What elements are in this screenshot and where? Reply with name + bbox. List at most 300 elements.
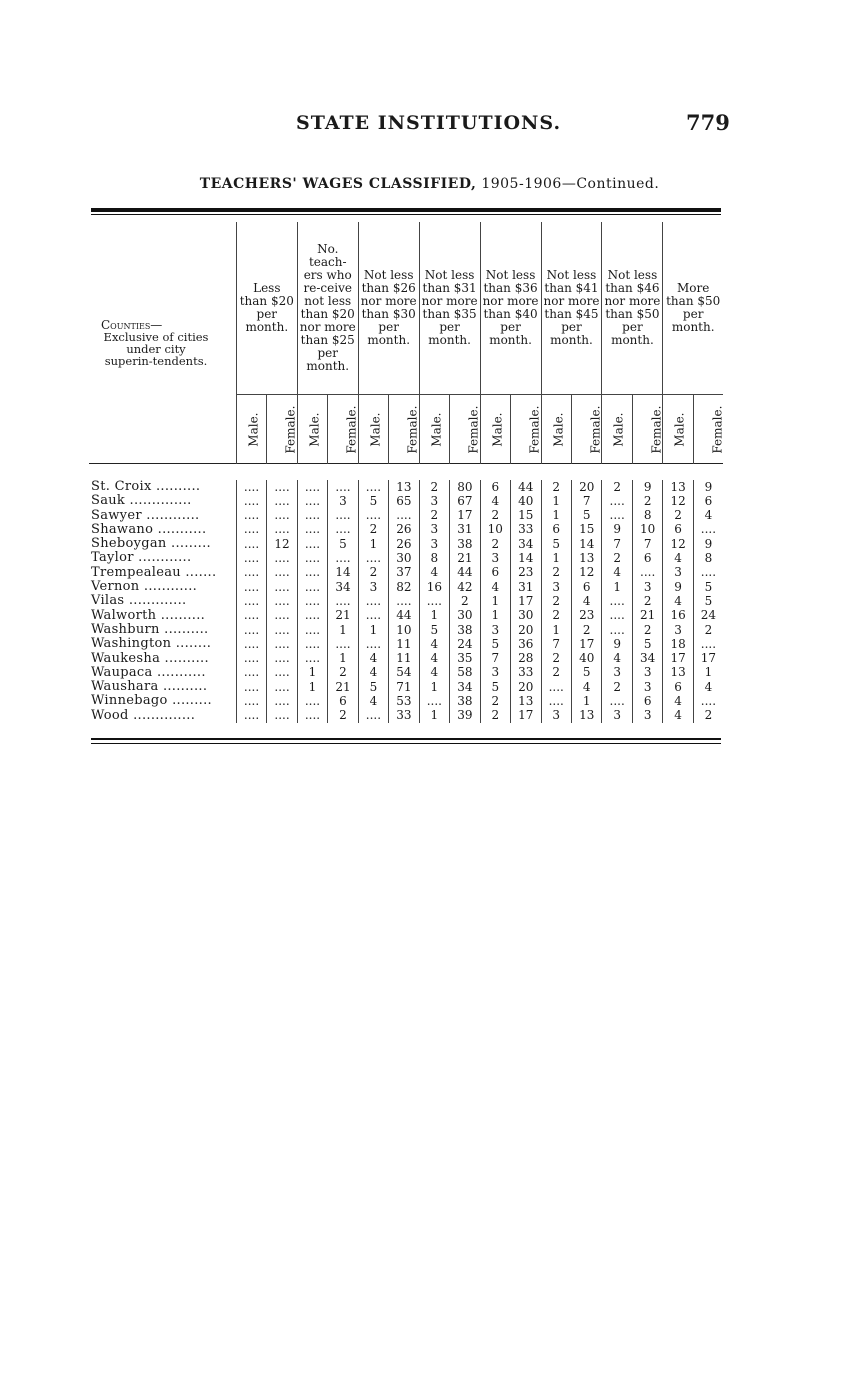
county-name: St. Croix .......... <box>91 480 201 494</box>
table-row <box>89 694 723 708</box>
county-name: Taylor ............ <box>91 551 192 566</box>
table-cell: 16 <box>419 580 449 594</box>
table-cell: 33 <box>389 709 419 723</box>
table-cell: 9 <box>693 480 723 494</box>
table-cell: 42 <box>450 580 480 594</box>
county-name: Sheboygan ......... <box>91 537 211 552</box>
county-name: Washburn .......... <box>91 622 209 637</box>
table-cell: 3 <box>663 566 693 580</box>
table-cell: 2 <box>358 523 388 537</box>
table-cell: .... <box>236 523 266 537</box>
table-cell: 1 <box>419 709 449 723</box>
table-cell: 4 <box>571 680 601 694</box>
table-cell: 18 <box>663 637 693 651</box>
table-cell: 5 <box>541 537 571 551</box>
county-name: Sawyer ............ <box>91 508 200 523</box>
table-cell: 5 <box>419 623 449 637</box>
table-cell: 3 <box>419 537 449 551</box>
table-cell: 23 <box>571 609 601 623</box>
female-label: Female. <box>710 405 725 454</box>
table-cell: 30 <box>450 609 480 623</box>
table-cell: 7 <box>632 537 662 551</box>
table-cell: .... <box>541 680 571 694</box>
table-cell: 4 <box>358 694 388 708</box>
page-header <box>0 108 859 140</box>
table-cell: 2 <box>358 566 388 580</box>
table-cell: 30 <box>511 609 541 623</box>
table-cell: .... <box>297 480 327 494</box>
group-header: Not less than $31 nor more than $35 per month. <box>419 222 480 395</box>
county-header-title: Counties— <box>101 317 163 332</box>
county-name: Walworth .......... <box>91 608 206 623</box>
table-cell: 44 <box>511 480 541 494</box>
male-column-header <box>480 395 510 464</box>
male-label: Male. <box>246 412 261 447</box>
table-cell: 7 <box>480 652 510 666</box>
table-cell: .... <box>297 623 327 637</box>
table-cell: 38 <box>450 694 480 708</box>
table-cell: .... <box>236 609 266 623</box>
female-column-header <box>693 395 723 464</box>
county-name: Shawano ........... <box>91 522 207 537</box>
table-row <box>89 480 723 494</box>
table-cell: 65 <box>389 494 419 508</box>
table-cell: 13 <box>511 694 541 708</box>
table-cell: 4 <box>693 680 723 694</box>
table-cell: 3 <box>480 623 510 637</box>
table-cell: 40 <box>511 494 541 508</box>
table-cell: 5 <box>693 594 723 608</box>
table-cell: 2 <box>602 480 632 494</box>
table-cell: 5 <box>358 494 388 508</box>
male-column-header <box>602 395 632 464</box>
table-cell: 5 <box>571 666 601 680</box>
table-cell: 10 <box>632 523 662 537</box>
female-label: Female. <box>405 405 420 454</box>
table-cell: .... <box>297 494 327 508</box>
table-cell: 3 <box>541 709 571 723</box>
table-cell: 4 <box>602 566 632 580</box>
table-cell: 7 <box>541 637 571 651</box>
female-label: Female. <box>344 405 359 454</box>
table-cell: 6 <box>541 523 571 537</box>
table-cell: 2 <box>632 594 662 608</box>
male-column-header <box>297 395 327 464</box>
table-cell: 2 <box>632 494 662 508</box>
female-label: Female. <box>283 405 298 454</box>
table-cell: 54 <box>389 666 419 680</box>
table-cell: 1 <box>358 623 388 637</box>
male-label: Male. <box>490 412 505 447</box>
table-cell: .... <box>236 494 266 508</box>
table-cell: .... <box>236 623 266 637</box>
table-cell: 4 <box>419 666 449 680</box>
female-column-header <box>571 395 601 464</box>
table-cell: 9 <box>602 637 632 651</box>
table-row <box>89 609 723 623</box>
top-rule-thin <box>91 214 721 215</box>
table-cell: 9 <box>663 580 693 594</box>
table-title <box>0 176 859 192</box>
table-cell: .... <box>267 609 297 623</box>
table-cell: .... <box>236 637 266 651</box>
table-cell: .... <box>328 509 358 523</box>
table-cell: .... <box>602 623 632 637</box>
table-cell: .... <box>236 580 266 594</box>
group-header: Less than $20 per month. <box>236 222 297 395</box>
table-cell: .... <box>267 709 297 723</box>
table-cell: 8 <box>419 551 449 565</box>
table-cell: .... <box>602 509 632 523</box>
table-cell: .... <box>693 566 723 580</box>
table-cell: 8 <box>693 551 723 565</box>
table-cell: .... <box>358 480 388 494</box>
male-label: Male. <box>368 412 383 447</box>
table-cell: 1 <box>419 680 449 694</box>
table-cell: 2 <box>541 666 571 680</box>
table-cell: .... <box>236 594 266 608</box>
table-cell: 2 <box>450 594 480 608</box>
table-cell: .... <box>297 652 327 666</box>
table-cell: 2 <box>571 623 601 637</box>
table-row <box>89 580 723 594</box>
table-cell: 3 <box>632 666 662 680</box>
table-cell: 14 <box>511 551 541 565</box>
bottom-rule-thin <box>91 743 721 744</box>
table-cell: 2 <box>541 594 571 608</box>
table-cell: .... <box>267 509 297 523</box>
table-cell: .... <box>297 509 327 523</box>
table-cell: 3 <box>663 623 693 637</box>
male-label: Male. <box>307 412 322 447</box>
table-cell: 34 <box>450 680 480 694</box>
table-cell: 82 <box>389 580 419 594</box>
table-cell: .... <box>236 509 266 523</box>
table-cell: .... <box>297 551 327 565</box>
table-cell: .... <box>267 580 297 594</box>
table-cell: .... <box>267 680 297 694</box>
group-header: Not less than $41 nor more than $45 per month. <box>541 222 602 395</box>
table-cell: .... <box>632 566 662 580</box>
table-cell: .... <box>419 694 449 708</box>
table-cell: .... <box>602 494 632 508</box>
table-cell: 3 <box>632 709 662 723</box>
table-cell: .... <box>328 637 358 651</box>
table-cell: 71 <box>389 680 419 694</box>
table-cell: 3 <box>419 494 449 508</box>
group-header: Not less than $36 nor more than $40 per month. <box>480 222 541 395</box>
table-cell: 2 <box>663 509 693 523</box>
table-cell: 11 <box>389 637 419 651</box>
table-cell: 1 <box>297 680 327 694</box>
table-cell: 5 <box>693 580 723 594</box>
table-cell: 4 <box>480 580 510 594</box>
table-row <box>89 680 723 694</box>
table-cell: .... <box>328 594 358 608</box>
table-cell: 2 <box>541 609 571 623</box>
table-cell: .... <box>297 694 327 708</box>
county-header-subtitle: Exclusive of cities under city superin-tendents. <box>103 329 209 368</box>
county-name: Waukesha .......... <box>91 651 209 666</box>
table-cell: 31 <box>511 580 541 594</box>
wages-table <box>89 222 723 723</box>
table-cell: .... <box>236 652 266 666</box>
table-cell: 16 <box>663 609 693 623</box>
table-cell: 37 <box>389 566 419 580</box>
table-cell: 2 <box>541 652 571 666</box>
table-cell: 2 <box>693 623 723 637</box>
table-cell: .... <box>328 551 358 565</box>
table-title-main: TEACHERS' WAGES CLASSIFIED, <box>199 176 477 192</box>
table-cell: 4 <box>663 709 693 723</box>
table-row <box>89 551 723 565</box>
table-cell: 31 <box>450 523 480 537</box>
table-cell: 34 <box>632 652 662 666</box>
table-cell: .... <box>602 609 632 623</box>
table-cell: 2 <box>419 509 449 523</box>
table-cell: .... <box>267 566 297 580</box>
table-cell: 33 <box>511 666 541 680</box>
table-cell: 4 <box>419 652 449 666</box>
table-cell: 6 <box>693 494 723 508</box>
table-cell: 1 <box>541 623 571 637</box>
table-cell: .... <box>358 709 388 723</box>
table-cell: .... <box>267 480 297 494</box>
table-cell: 26 <box>389 537 419 551</box>
table-cell: 67 <box>450 494 480 508</box>
table-cell: 3 <box>480 551 510 565</box>
table-cell: .... <box>236 709 266 723</box>
table-cell: 34 <box>511 537 541 551</box>
table-cell: 2 <box>541 566 571 580</box>
table-cell: .... <box>358 609 388 623</box>
table-cell: 4 <box>663 551 693 565</box>
female-column-header <box>267 395 297 464</box>
table-cell: .... <box>236 666 266 680</box>
male-label: Male. <box>429 412 444 447</box>
table-cell: .... <box>328 480 358 494</box>
table-cell: 10 <box>480 523 510 537</box>
female-label: Female. <box>527 405 542 454</box>
table-cell: .... <box>267 523 297 537</box>
table-cell: 3 <box>602 666 632 680</box>
table-cell: 40 <box>571 652 601 666</box>
table-cell: 17 <box>511 709 541 723</box>
table-cell: 13 <box>663 666 693 680</box>
table-cell: 3 <box>419 523 449 537</box>
table-row <box>89 494 723 508</box>
table-cell: 53 <box>389 694 419 708</box>
county-name: Sauk .............. <box>91 494 192 509</box>
male-column-header <box>236 395 266 464</box>
table-cell: 12 <box>571 566 601 580</box>
table-cell: 4 <box>419 637 449 651</box>
table-cell: 28 <box>511 652 541 666</box>
table-cell: 1 <box>480 609 510 623</box>
table-cell: 21 <box>328 680 358 694</box>
table-cell: 5 <box>358 680 388 694</box>
table-cell: 1 <box>541 551 571 565</box>
table-cell: .... <box>236 537 266 551</box>
group-header: More than $50 per month. <box>663 222 723 395</box>
table-cell: 12 <box>267 537 297 551</box>
table-cell: 13 <box>389 480 419 494</box>
table-cell: 1 <box>328 652 358 666</box>
male-label: Male. <box>611 412 626 447</box>
table-cell: .... <box>389 509 419 523</box>
table-cell: 1 <box>419 609 449 623</box>
table-row <box>89 566 723 580</box>
table-cell: 15 <box>571 523 601 537</box>
table-cell: 33 <box>511 523 541 537</box>
table-cell: 36 <box>511 637 541 651</box>
table-cell: 2 <box>602 680 632 694</box>
table-cell: .... <box>297 594 327 608</box>
table-cell: 9 <box>632 480 662 494</box>
female-label: Female. <box>649 405 664 454</box>
table-cell: 6 <box>480 566 510 580</box>
table-cell: .... <box>693 637 723 651</box>
table-cell: 58 <box>450 666 480 680</box>
table-cell: 1 <box>541 509 571 523</box>
table-cell: .... <box>267 652 297 666</box>
table-cell: .... <box>267 494 297 508</box>
table-cell: 2 <box>328 709 358 723</box>
table-cell: 3 <box>541 580 571 594</box>
table-cell: .... <box>541 694 571 708</box>
table-cell: .... <box>693 694 723 708</box>
table-cell: 21 <box>450 551 480 565</box>
table-cell: 17 <box>571 637 601 651</box>
table-cell: 2 <box>632 623 662 637</box>
table-cell: 7 <box>602 537 632 551</box>
group-header: Not less than $46 nor more than $50 per month. <box>602 222 663 395</box>
table-cell: 8 <box>632 509 662 523</box>
table-cell: 2 <box>480 694 510 708</box>
table-cell: 2 <box>480 537 510 551</box>
table-cell: 6 <box>480 480 510 494</box>
table-cell: 17 <box>511 594 541 608</box>
table-cell: 5 <box>480 680 510 694</box>
table-cell: 3 <box>632 580 662 594</box>
table-cell: 14 <box>571 537 601 551</box>
table-row <box>89 652 723 666</box>
table-cell: 12 <box>663 537 693 551</box>
table-cell: 2 <box>602 551 632 565</box>
table-cell: 3 <box>632 680 662 694</box>
table-cell: 6 <box>632 551 662 565</box>
table-cell: .... <box>267 623 297 637</box>
county-name: Vilas ............. <box>91 594 187 609</box>
male-column-header <box>663 395 693 464</box>
table-cell: 3 <box>480 666 510 680</box>
table-cell: 21 <box>328 609 358 623</box>
table-row <box>89 666 723 680</box>
table-cell: .... <box>297 537 327 551</box>
table-cell: .... <box>358 594 388 608</box>
table-cell: 20 <box>511 623 541 637</box>
table-cell: 80 <box>450 480 480 494</box>
table-cell: 6 <box>632 694 662 708</box>
table-cell: 4 <box>663 694 693 708</box>
table-cell: 17 <box>663 652 693 666</box>
table-cell: 20 <box>571 480 601 494</box>
table-cell: 20 <box>511 680 541 694</box>
table-cell: .... <box>267 594 297 608</box>
female-column-header <box>511 395 541 464</box>
table-cell: .... <box>236 480 266 494</box>
table-cell: .... <box>297 609 327 623</box>
table-cell: .... <box>602 594 632 608</box>
table-cell: 12 <box>663 494 693 508</box>
table-cell: 44 <box>389 609 419 623</box>
table-cell: 3 <box>602 709 632 723</box>
table-cell: .... <box>358 637 388 651</box>
table-cell: 4 <box>480 494 510 508</box>
female-column-header <box>450 395 480 464</box>
table-row <box>89 523 723 537</box>
table-cell: 24 <box>693 609 723 623</box>
male-column-header <box>358 395 388 464</box>
table-cell: 13 <box>571 551 601 565</box>
table-cell: .... <box>236 566 266 580</box>
male-label: Male. <box>551 412 566 447</box>
table-cell: .... <box>236 680 266 694</box>
table-cell: 7 <box>571 494 601 508</box>
table-cell: .... <box>297 566 327 580</box>
table-cell: 1 <box>328 623 358 637</box>
table-cell: 1 <box>693 666 723 680</box>
table-cell: 4 <box>571 594 601 608</box>
county-name: Waushara .......... <box>91 680 208 695</box>
table-cell: 9 <box>693 537 723 551</box>
table-row <box>89 509 723 523</box>
table-cell: 5 <box>632 637 662 651</box>
table-cell: 4 <box>663 594 693 608</box>
table-cell: .... <box>297 709 327 723</box>
county-name: Winnebago ......... <box>91 694 212 709</box>
table-cell: .... <box>419 594 449 608</box>
table-cell: 3 <box>358 580 388 594</box>
table-cell: 4 <box>419 566 449 580</box>
table-cell: .... <box>297 523 327 537</box>
table-cell: 9 <box>602 523 632 537</box>
table-title-years: 1905-1906—Continued. <box>481 176 660 192</box>
table-cell: 26 <box>389 523 419 537</box>
table-cell: 5 <box>571 509 601 523</box>
table-row <box>89 623 723 637</box>
table-cell: .... <box>297 637 327 651</box>
county-header <box>89 222 236 464</box>
table-cell: 44 <box>450 566 480 580</box>
table-cell: .... <box>267 551 297 565</box>
table-cell: .... <box>236 551 266 565</box>
table-cell: .... <box>267 637 297 651</box>
table-row <box>89 537 723 551</box>
table-cell: 1 <box>297 666 327 680</box>
top-rule <box>91 208 721 212</box>
female-column-header <box>632 395 662 464</box>
county-name: Waupaca ........... <box>91 665 206 680</box>
table-row <box>89 709 723 723</box>
table-cell: 10 <box>389 623 419 637</box>
table-cell: 4 <box>602 652 632 666</box>
table-cell: 21 <box>632 609 662 623</box>
male-column-header <box>541 395 571 464</box>
table-cell: 6 <box>663 523 693 537</box>
table-cell: 2 <box>419 480 449 494</box>
table-cell: 24 <box>450 637 480 651</box>
